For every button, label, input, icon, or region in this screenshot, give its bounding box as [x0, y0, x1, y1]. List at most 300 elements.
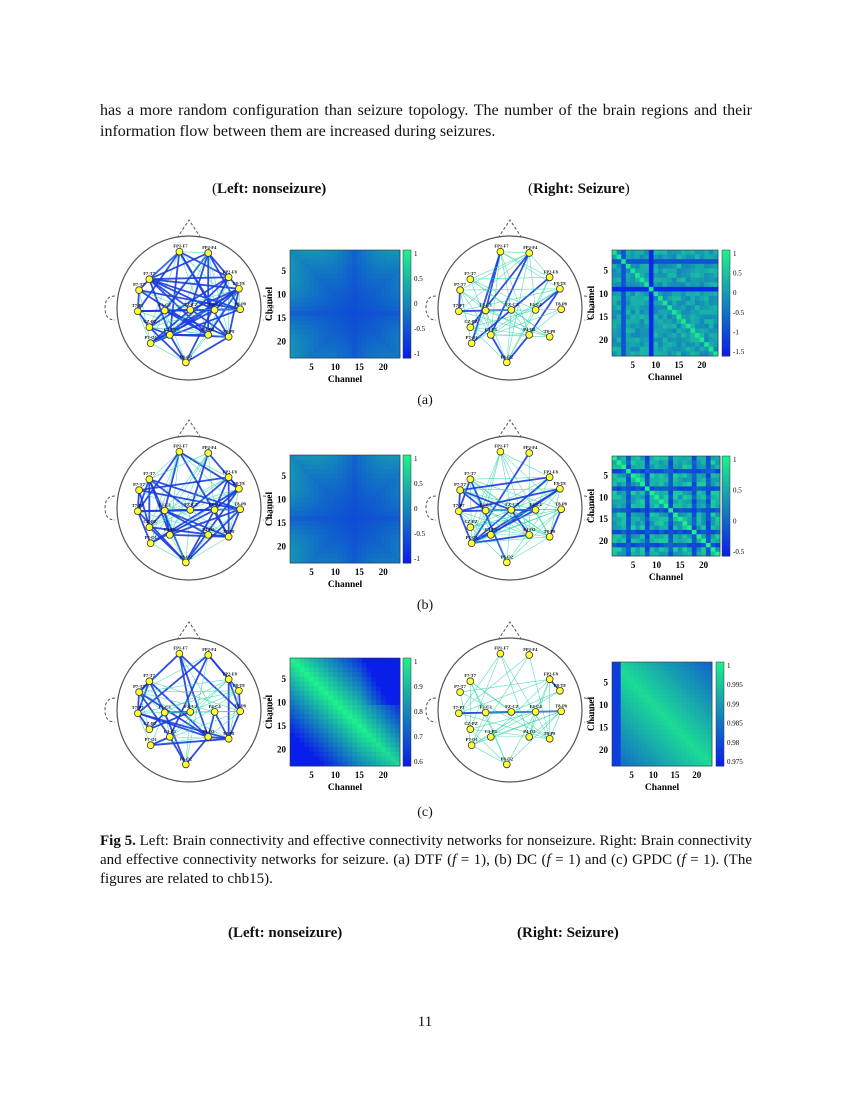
electrode-label: T7-P7 — [131, 503, 144, 509]
matrix-cell — [333, 483, 338, 488]
matrix-cell — [395, 460, 400, 465]
matrix-cell — [664, 473, 669, 478]
matrix-cell — [362, 658, 367, 663]
matrix-cell — [319, 719, 324, 724]
matrix-cell — [323, 549, 328, 554]
matrix-cell — [352, 292, 357, 297]
matrix-cell — [669, 703, 674, 708]
matrix-cell — [386, 325, 391, 330]
matrix-cell — [304, 738, 309, 743]
matrix-cell — [338, 757, 343, 762]
matrix-cell — [677, 761, 682, 766]
matrix-cell — [667, 264, 672, 269]
matrix-cell — [290, 710, 295, 715]
matrix-cell — [371, 554, 376, 559]
matrix-cell — [395, 677, 400, 682]
matrix-cell — [343, 269, 348, 274]
matrix-cell — [677, 707, 682, 712]
matrix-cell — [304, 530, 309, 535]
matrix-cell — [706, 517, 711, 522]
matrix-cell — [309, 728, 314, 733]
electrode-node — [497, 650, 504, 657]
matrix-cell — [695, 757, 700, 762]
matrix-cell — [697, 504, 702, 509]
matrix-cell — [695, 698, 700, 703]
matrix-cell — [655, 689, 660, 694]
matrix-cell — [653, 273, 658, 278]
matrix-cell — [333, 502, 338, 507]
matrix-cell — [376, 478, 381, 483]
matrix-cell — [663, 287, 668, 292]
matrix-cell — [371, 672, 376, 677]
matrix-cell — [647, 725, 652, 730]
matrix-cell — [290, 663, 295, 668]
matrix-cell — [371, 700, 376, 705]
matrix-cell — [376, 349, 381, 354]
matrix-cell — [715, 504, 720, 509]
matrix-cell — [658, 268, 663, 273]
matrix-cell — [333, 738, 338, 743]
matrix-cell — [640, 333, 645, 338]
matrix-cell — [323, 259, 328, 264]
matrix-cell — [703, 716, 708, 721]
matrix-cell — [314, 540, 319, 545]
matrix-cell — [362, 488, 367, 493]
matrix-cell — [367, 502, 372, 507]
matrix-cell — [319, 507, 324, 512]
matrix-cell — [304, 283, 309, 288]
matrix-cell — [701, 460, 706, 465]
matrix-cell — [333, 757, 338, 762]
matrix-cell — [686, 743, 691, 748]
matrix-cell — [708, 689, 713, 694]
matrix-cell — [634, 725, 639, 730]
matrix-cell — [343, 292, 348, 297]
electrode-node — [134, 508, 141, 515]
matrix-cell — [323, 544, 328, 549]
matrix-cell — [653, 319, 658, 324]
matrix-cell — [621, 255, 626, 260]
matrix-cell — [621, 712, 626, 717]
matrix-cell — [304, 497, 309, 502]
matrix-cell — [381, 344, 386, 349]
matrix-cell — [682, 748, 687, 753]
matrix-cell — [367, 483, 372, 488]
matrix-cell — [304, 658, 309, 663]
matrix-cell — [395, 330, 400, 335]
matrix-cell — [621, 482, 626, 487]
matrix-cell — [711, 495, 716, 500]
matrix-cell — [381, 469, 386, 474]
electrode-node — [136, 287, 143, 294]
matrix-cell — [708, 694, 713, 699]
matrix-cell — [309, 672, 314, 677]
matrix-cell — [338, 738, 343, 743]
matrix-cell — [635, 552, 640, 557]
matrix-cell — [376, 283, 381, 288]
matrix-cell — [616, 739, 621, 744]
matrix-cell — [395, 335, 400, 340]
matrix-cell — [682, 465, 687, 470]
matrix-cell — [347, 757, 352, 762]
matrix-cell — [343, 757, 348, 762]
matrix-cell — [647, 752, 652, 757]
matrix-cell — [376, 714, 381, 719]
matrix-cell — [644, 338, 649, 343]
matrix-cell — [635, 268, 640, 273]
matrix-cell — [644, 342, 649, 347]
matrix-cell — [630, 296, 635, 301]
matrix-cell — [352, 306, 357, 311]
electrode-label: F4-C4 — [529, 301, 542, 307]
matrix-cell — [635, 342, 640, 347]
electrode-node — [508, 507, 515, 514]
matrix-cell — [376, 330, 381, 335]
matrix-cell — [362, 696, 367, 701]
matrix-cell — [357, 724, 362, 729]
matrix-cell — [625, 725, 630, 730]
electrode-node — [467, 524, 474, 531]
matrix-cell — [304, 269, 309, 274]
matrix-cell — [343, 330, 348, 335]
matrix-cell — [362, 469, 367, 474]
matrix-cell — [300, 757, 305, 762]
matrix-cell — [625, 730, 630, 735]
matrix-cell — [371, 663, 376, 668]
matrix-cell — [667, 287, 672, 292]
matrix-cell — [677, 694, 682, 699]
matrix-cell — [395, 297, 400, 302]
matrix-cell — [304, 747, 309, 752]
matrix-cell — [645, 539, 650, 544]
matrix-cell — [686, 685, 691, 690]
matrix-cell — [711, 552, 716, 557]
electrode-node — [497, 248, 504, 255]
matrix-cell — [626, 319, 631, 324]
matrix-cell — [343, 507, 348, 512]
matrix-cell — [649, 259, 654, 264]
matrix-cell — [338, 297, 343, 302]
y-tick-label: 5 — [281, 674, 286, 685]
matrix-cell — [371, 719, 376, 724]
matrix-cell — [660, 689, 665, 694]
matrix-cell — [381, 658, 386, 663]
matrix-cell — [617, 499, 622, 504]
matrix-cell — [672, 342, 677, 347]
matrix-cell — [704, 264, 709, 269]
matrix-cell — [640, 342, 645, 347]
matrix-cell — [704, 333, 709, 338]
matrix-cell — [699, 752, 704, 757]
matrix-cell — [371, 525, 376, 530]
matrix-cell — [381, 728, 386, 733]
matrix-cell — [314, 278, 319, 283]
matrix-cell — [304, 681, 309, 686]
matrix-cell — [319, 339, 324, 344]
figure-caption — [100, 832, 752, 889]
matrix-cell — [704, 278, 709, 283]
matrix-cell — [638, 743, 643, 748]
matrix-cell — [709, 347, 714, 352]
matrix-cell — [704, 255, 709, 260]
head-left-ear — [426, 296, 436, 320]
matrix-cell — [376, 460, 381, 465]
matrix-cell — [328, 460, 333, 465]
matrix-cell — [658, 282, 663, 287]
matrix-cell — [357, 292, 362, 297]
matrix-cell — [386, 558, 391, 563]
matrix-cell — [314, 483, 319, 488]
matrix-cell — [381, 493, 386, 498]
matrix-cell — [386, 330, 391, 335]
matrix-cell — [309, 705, 314, 710]
matrix-cell — [642, 743, 647, 748]
matrix-cell — [390, 478, 395, 483]
matrix-cell — [381, 507, 386, 512]
matrix-cell — [328, 710, 333, 715]
matrix-cell — [367, 691, 372, 696]
matrix-cell — [617, 328, 622, 333]
matrix-cell — [295, 353, 300, 358]
matrix-cell — [673, 667, 678, 672]
matrix-cell — [300, 530, 305, 535]
matrix-cell — [290, 250, 295, 255]
matrix-cell — [290, 497, 295, 502]
matrix-cell — [386, 502, 391, 507]
matrix-cell — [617, 291, 622, 296]
matrix-cell — [677, 698, 682, 703]
matrix-cell — [390, 530, 395, 535]
matrix-cell — [682, 513, 687, 518]
electrode-label: FP2-F8 — [543, 269, 558, 275]
matrix-cell — [704, 268, 709, 273]
matrix-cell — [669, 707, 674, 712]
matrix-cell — [673, 469, 678, 474]
matrix-cell — [686, 328, 691, 333]
matrix-cell — [715, 465, 720, 470]
matrix-cell — [343, 719, 348, 724]
matrix-cell — [319, 525, 324, 530]
matrix-cell — [687, 552, 692, 557]
matrix-cell — [371, 540, 376, 545]
matrix-cell — [395, 757, 400, 762]
matrix-cell — [381, 250, 386, 255]
electrode-node — [457, 287, 464, 294]
matrix-cell — [309, 747, 314, 752]
matrix-cell — [704, 328, 709, 333]
matrix-cell — [390, 724, 395, 729]
matrix-cell — [634, 734, 639, 739]
matrix-cell — [626, 486, 631, 491]
matrix-cell — [640, 255, 645, 260]
matrix-cell — [319, 273, 324, 278]
matrix-cell — [386, 288, 391, 293]
electrode-node — [457, 689, 464, 696]
matrix-cell — [319, 493, 324, 498]
matrix-cell — [347, 250, 352, 255]
matrix-cell — [347, 306, 352, 311]
y-tick-label: 10 — [277, 494, 286, 505]
matrix-cell — [709, 315, 714, 320]
matrix-cell — [343, 663, 348, 668]
matrix-cell — [672, 268, 677, 273]
matrix-cell — [687, 499, 692, 504]
matrix-cell — [625, 757, 630, 762]
head-nose — [498, 220, 522, 238]
matrix-cell — [626, 534, 631, 539]
matrix-cell — [626, 351, 631, 356]
matrix-cell — [367, 511, 372, 516]
matrix-cell — [386, 525, 391, 530]
colorbar-tick-label: 0.7 — [414, 733, 423, 741]
matrix-cell — [692, 534, 697, 539]
matrix-cell — [704, 347, 709, 352]
matrix-cell — [681, 338, 686, 343]
matrix-cell — [686, 725, 691, 730]
matrix-cell — [690, 698, 695, 703]
matrix-cell — [362, 460, 367, 465]
matrix-cell — [352, 757, 357, 762]
matrix-cell — [376, 497, 381, 502]
matrix-cell — [626, 547, 631, 552]
matrix-cell — [300, 288, 305, 293]
matrix-cell — [314, 554, 319, 559]
matrix-cell — [362, 733, 367, 738]
matrix-cell — [290, 733, 295, 738]
matrix-cell — [640, 315, 645, 320]
matrix-cell — [381, 320, 386, 325]
matrix-cell — [621, 752, 626, 757]
matrix-cell — [381, 530, 386, 535]
matrix-cell — [621, 351, 626, 356]
matrix-cell — [669, 761, 674, 766]
matrix-cell — [381, 269, 386, 274]
matrix-cell — [664, 499, 669, 504]
matrix-cell — [612, 707, 617, 712]
x-tick-label: 10 — [652, 560, 662, 570]
matrix-cell — [357, 316, 362, 321]
matrix-cell — [655, 721, 660, 726]
matrix-cell — [395, 502, 400, 507]
colorbar-tick-label: 0 — [414, 300, 418, 308]
matrix-cell — [642, 703, 647, 708]
matrix-cell — [695, 725, 700, 730]
matrix-cell — [631, 495, 636, 500]
matrix-cell — [362, 278, 367, 283]
matrix-cell — [347, 320, 352, 325]
matrix-cell — [390, 681, 395, 686]
matrix-cell — [659, 469, 664, 474]
matrix-cell — [290, 474, 295, 479]
matrix-cell — [697, 486, 702, 491]
matrix-cell — [390, 273, 395, 278]
matrix-cell — [659, 530, 664, 535]
matrix-cell — [338, 320, 343, 325]
matrix-cell — [642, 694, 647, 699]
head-nose — [177, 420, 201, 438]
matrix-cell — [647, 698, 652, 703]
matrix-cell — [343, 335, 348, 340]
matrix-cell — [621, 469, 626, 474]
matrix-cell — [304, 335, 309, 340]
x-tick-label: 10 — [330, 770, 340, 780]
matrix-cell — [357, 311, 362, 316]
x-tick-label: 20 — [697, 360, 707, 370]
matrix-cell — [386, 255, 391, 260]
matrix-cell — [668, 517, 673, 522]
matrix-cell — [673, 456, 678, 461]
matrix-cell — [300, 535, 305, 540]
matrix-cell — [645, 478, 650, 483]
matrix-cell — [309, 752, 314, 757]
matrix-cell — [672, 301, 677, 306]
electrode-node — [557, 485, 564, 492]
matrix-cell — [343, 710, 348, 715]
matrix-cell — [323, 283, 328, 288]
matrix-cell — [333, 696, 338, 701]
matrix-cell — [347, 344, 352, 349]
matrix-cell — [634, 680, 639, 685]
matrix-cell — [699, 703, 704, 708]
matrix-cell — [713, 278, 718, 283]
matrix-cell — [699, 734, 704, 739]
matrix-cell — [658, 328, 663, 333]
matrix-cell — [333, 255, 338, 260]
matrix-cell — [295, 269, 300, 274]
matrix-cell — [371, 483, 376, 488]
matrix-cell — [362, 353, 367, 358]
matrix-cell — [660, 685, 665, 690]
matrix-cell — [655, 757, 660, 762]
matrix-cell — [343, 752, 348, 757]
matrix-cell — [621, 667, 626, 672]
matrix-cell — [672, 338, 677, 343]
matrix-cell — [645, 530, 650, 535]
matrix-cell — [323, 306, 328, 311]
matrix-cell — [695, 707, 700, 712]
matrix-cell — [386, 353, 391, 358]
matrix-cell — [323, 719, 328, 724]
matrix-cell — [715, 534, 720, 539]
matrix-cell — [386, 507, 391, 512]
matrix-cell — [713, 342, 718, 347]
matrix-cell — [395, 283, 400, 288]
matrix-cell — [343, 302, 348, 307]
matrix-cell — [300, 311, 305, 316]
matrix-cell — [612, 282, 617, 287]
matrix-cell — [673, 716, 678, 721]
matrix-cell — [682, 716, 687, 721]
matrix-cell — [617, 460, 622, 465]
matrix-cell — [395, 700, 400, 705]
matrix-cell — [664, 676, 669, 681]
matrix-cell — [381, 516, 386, 521]
matrix-cell — [323, 521, 328, 526]
matrix-cell — [635, 333, 640, 338]
electrode-node — [146, 476, 153, 483]
matrix-cell — [367, 497, 372, 502]
matrix-cell — [626, 282, 631, 287]
matrix-cell — [367, 269, 372, 274]
matrix-cell — [703, 680, 708, 685]
matrix-cell — [686, 305, 691, 310]
matrix-cell — [690, 707, 695, 712]
matrix-cell — [367, 330, 372, 335]
matrix-cell — [314, 311, 319, 316]
matrix-cell — [690, 264, 695, 269]
matrix-cell — [663, 338, 668, 343]
matrix-cell — [300, 540, 305, 545]
